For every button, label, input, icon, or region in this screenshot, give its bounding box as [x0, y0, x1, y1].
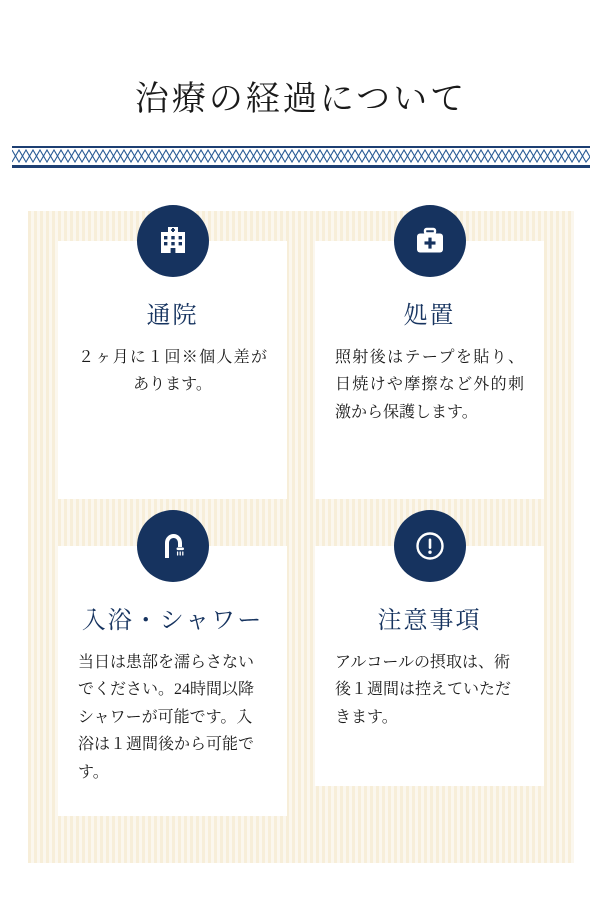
divider-line-bottom: [12, 165, 590, 168]
card-cell-1: [58, 241, 287, 528]
exclamation-circle-icon: [394, 510, 466, 582]
card-cell-3: [58, 546, 287, 833]
shower-icon: [137, 510, 209, 582]
card-title: 入浴・シャワー: [81, 607, 264, 634]
card-body: アルコールの摂取は、術後１週間は控えていただきます。: [335, 653, 512, 726]
page-title: 治療の経過について: [134, 80, 468, 118]
cards-grid: [28, 211, 574, 863]
decorative-divider: [12, 146, 590, 172]
divider-zigzag: [12, 149, 590, 163]
card-body: ２ヶ月に１回※個人差があります。: [78, 348, 267, 394]
card-body: 照射後はテープを貼り、日焼けや摩擦など外的刺激から保護します。: [335, 348, 524, 421]
card-title: 注意事項: [377, 607, 482, 634]
info-card-bath-shower: [58, 546, 287, 816]
info-card-precautions: [315, 546, 544, 786]
divider-line-top: [12, 146, 590, 148]
card-body: 当日は患部を濡らさないでください。24時間以降シャワーが可能です。入浴は１週間後から可能です。: [78, 653, 255, 781]
card-title: 通院: [146, 302, 199, 329]
info-card-treatment: [315, 241, 544, 499]
info-card-visit: [58, 241, 287, 499]
hospital-icon: [137, 205, 209, 277]
document-page: [0, 23, 602, 902]
card-cell-4: [315, 546, 544, 833]
card-title: 処置: [403, 302, 456, 329]
medical-kit-icon: [394, 205, 466, 277]
card-cell-2: [315, 241, 544, 528]
